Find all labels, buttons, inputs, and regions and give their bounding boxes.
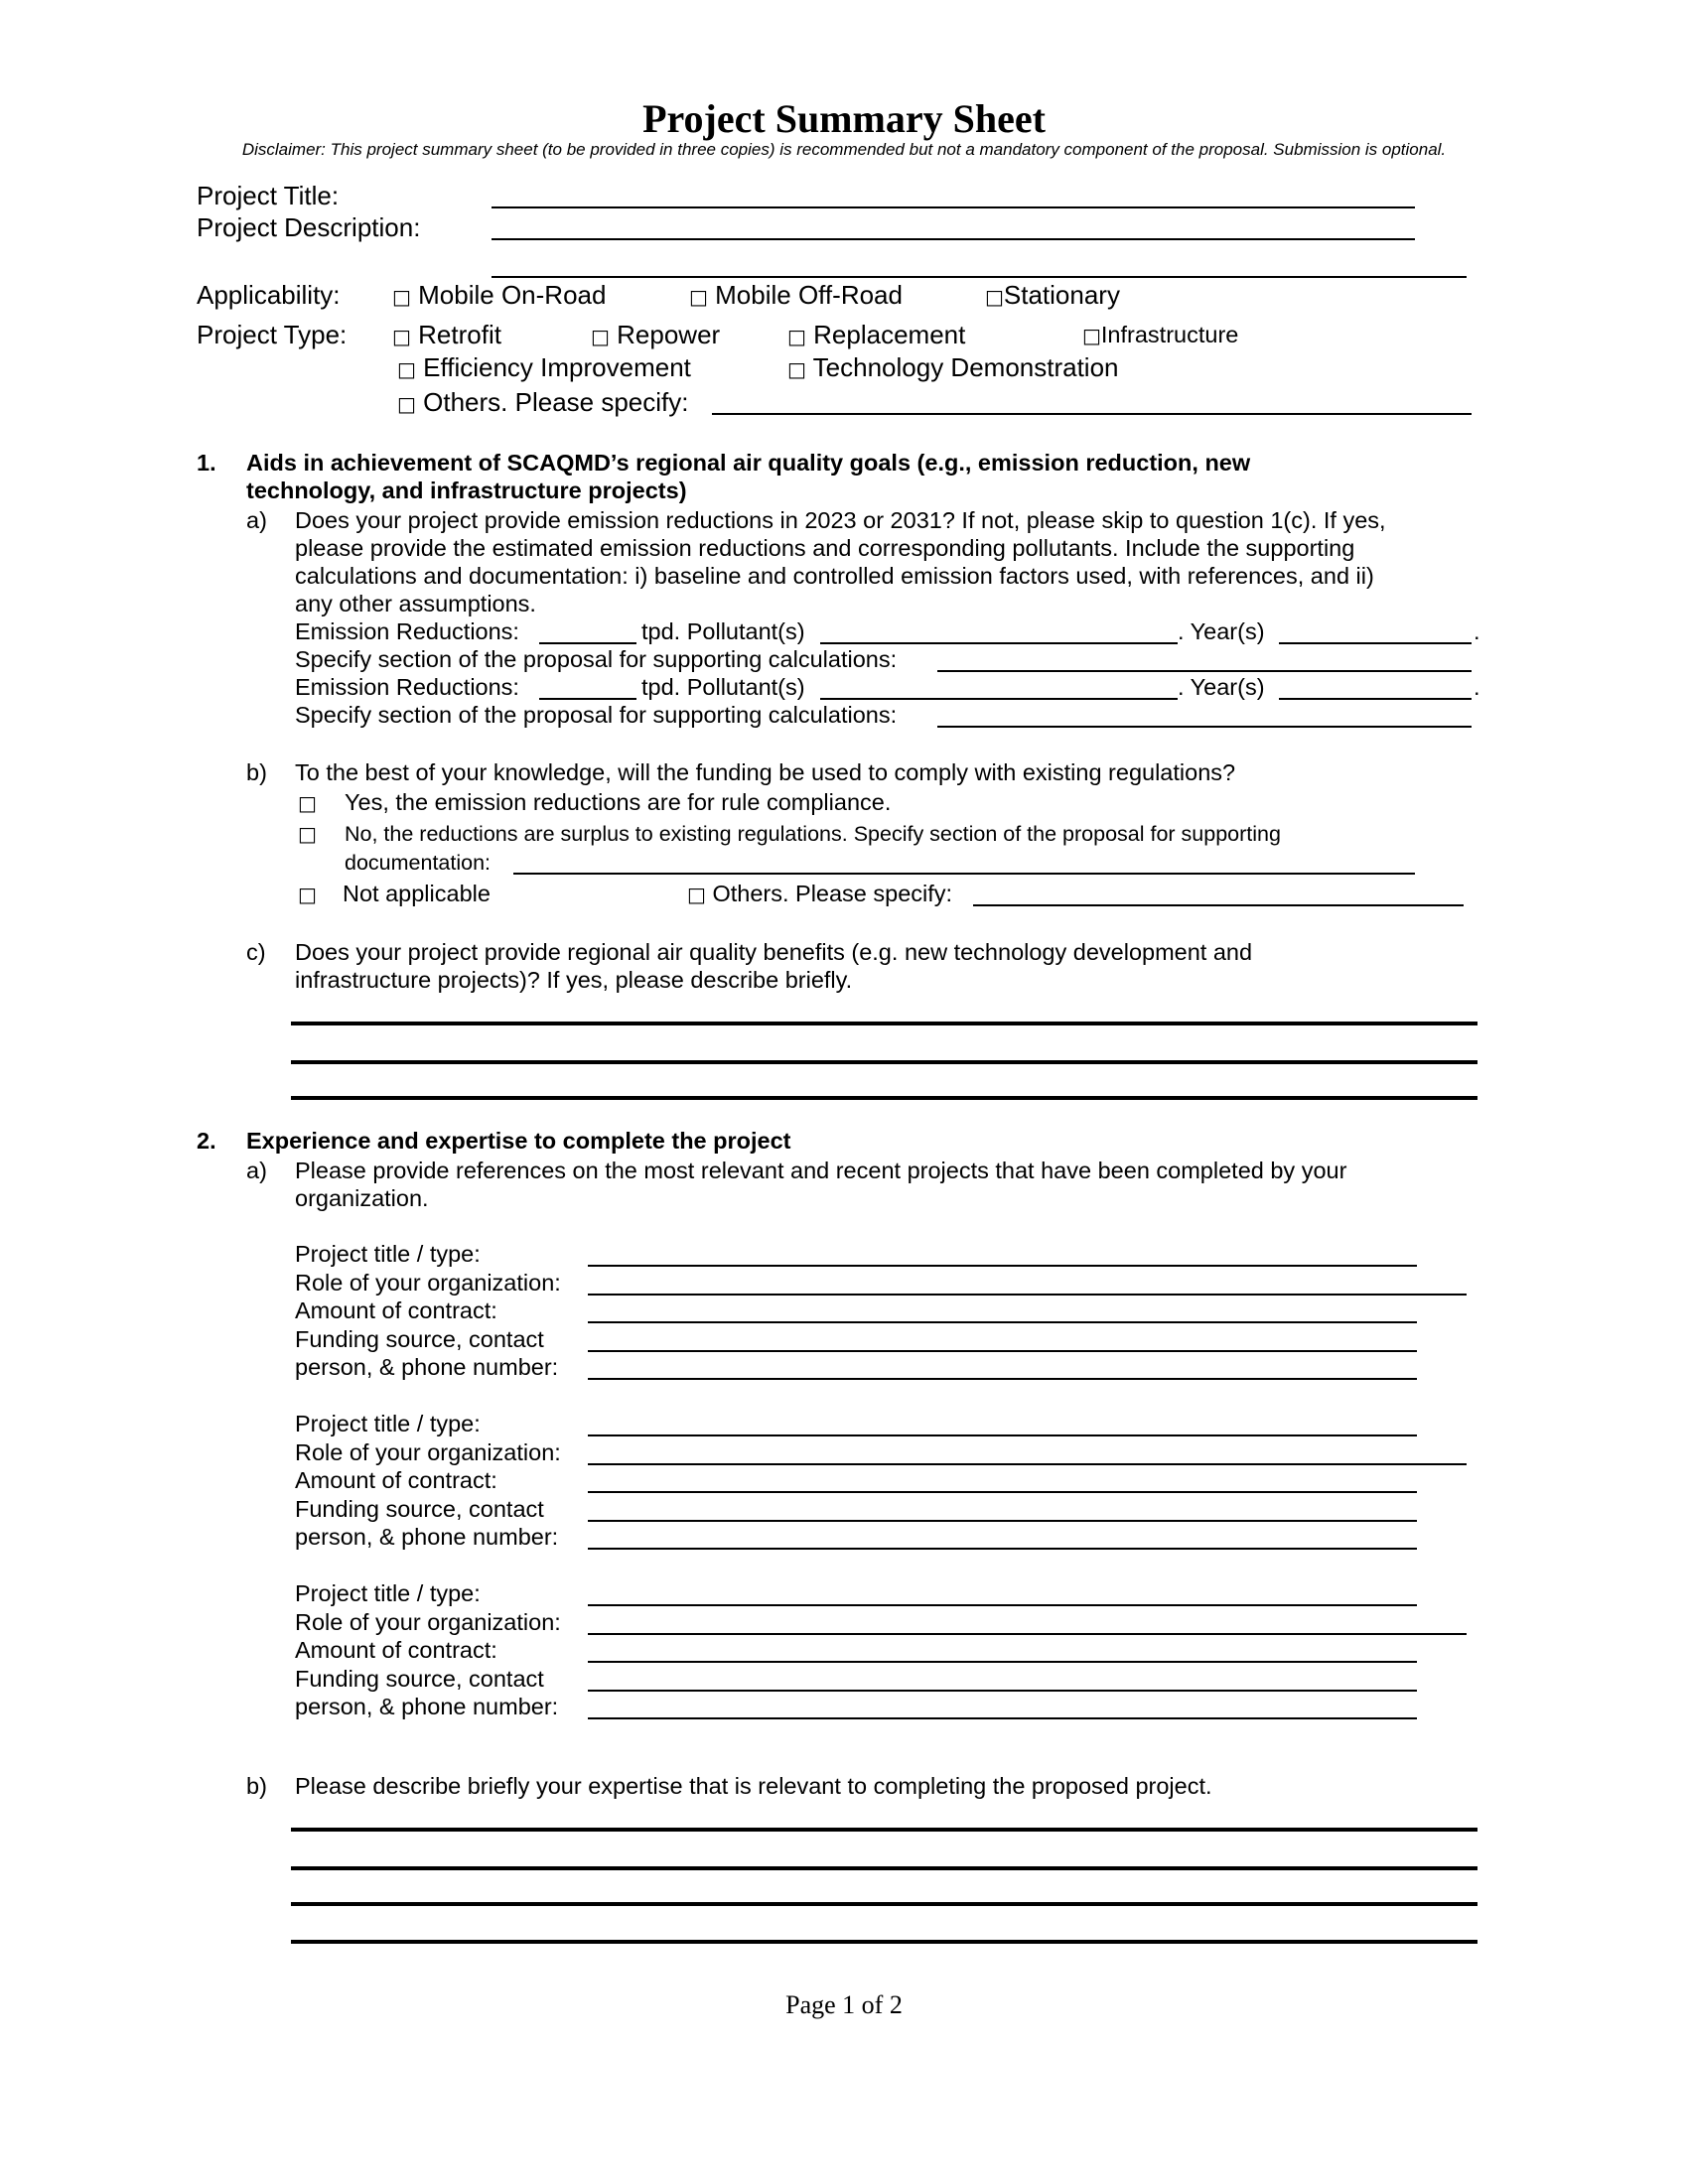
section1a-text-line: calculations and documentation: i) baseline and controlled emission factors used, with references, and ii) [295,563,1374,589]
section1c-letter: c) [246,939,266,965]
reference-row-label: Funding source, contact [295,1495,544,1522]
pollutant-field[interactable] [820,642,1178,644]
emission-reductions-label: Emission Reductions: [295,674,519,700]
checkbox-technology-demonstration[interactable] [787,352,1119,383]
emission-reductions-label: Emission Reductions: [295,618,519,644]
reference-row-field[interactable] [588,1434,1417,1436]
project-description-label: Project Description: [197,212,421,242]
checkbox-icon: □ [687,883,706,906]
reference-row-field[interactable] [588,1321,1417,1323]
option-label: Mobile On-Road [418,280,607,310]
option-label: Stationary [1003,280,1120,310]
page-number: Page 1 of 2 [785,1990,903,2019]
checkbox-icon: □ [298,822,317,846]
specify-section-field[interactable] [937,726,1472,728]
reference-row-field[interactable] [588,1604,1417,1606]
answer-line[interactable] [291,1060,1477,1064]
option-label: Others. Please specify: [712,881,953,906]
reference-row-field[interactable] [588,1463,1467,1465]
checkbox-others-b[interactable] [687,881,952,907]
checkbox-efficiency-improvement[interactable] [397,352,691,383]
reference-row-field[interactable] [588,1717,1417,1719]
section1a-text-line: please provide the estimated emission reductions and corresponding pollutants. Include the supporting [295,535,1355,561]
reference-row-field[interactable] [588,1378,1417,1380]
project-description-field-line1[interactable] [492,238,1415,240]
checkbox-infrastructure[interactable] [1082,322,1238,348]
section2-heading: Experience and expertise to complete the project [246,1128,791,1154]
applicability-label: Applicability: [197,280,341,310]
section2-number: 2. [197,1128,216,1154]
reference-row-field[interactable] [588,1265,1417,1267]
pollutant-field[interactable] [820,698,1178,700]
documentation-field[interactable] [513,873,1415,875]
reference-row-label: person, & phone number: [295,1524,559,1550]
reference-row-field[interactable] [588,1491,1417,1493]
checkbox-stationary[interactable] [985,280,1120,311]
section1c-text-line1: Does your project provide regional air quality benefits (e.g. new technology development and [295,939,1253,965]
specify-section-field[interactable] [937,670,1472,672]
section1-number: 1. [197,450,216,476]
checkbox-icon: □ [689,285,708,309]
reference-row-field[interactable] [588,1520,1417,1522]
reference-row-label: Project title / type: [295,1241,481,1267]
reference-row-label: Funding source, contact [295,1325,544,1352]
reference-row-field[interactable] [588,1294,1467,1296]
reference-row-label: Amount of contract: [295,1467,497,1493]
checkbox-not-applicable[interactable] [298,881,317,907]
answer-line[interactable] [291,1866,1477,1870]
pollutant-label: tpd. Pollutant(s) [641,618,805,644]
section2b-question: Please describe briefly your expertise that is relevant to completing the proposed project. [295,1773,1212,1799]
option-label: Mobile Off-Road [715,280,903,310]
checkbox-icon: □ [985,285,1004,309]
reference-row-label: Funding source, contact [295,1665,544,1692]
no-surplus-label-line1: No, the reductions are surplus to existing regulations. Specify section of the proposal for supporting [345,822,1281,846]
checkbox-icon: □ [397,357,416,381]
emission-tpd-field[interactable] [539,642,636,644]
reference-row-label: Role of your organization: [295,1438,561,1465]
project-title-label: Project Title: [197,181,340,210]
answer-line[interactable] [291,1902,1477,1906]
others-specify-field[interactable] [973,904,1464,906]
checkbox-icon: □ [392,325,411,348]
section1a-text-line: any other assumptions. [295,591,536,616]
section1a-letter: a) [246,507,267,533]
year-label: . Year(s) [1178,618,1265,644]
option-label: Technology Demonstration [812,352,1119,382]
checkbox-others[interactable] [397,387,688,418]
not-applicable-label: Not applicable [343,881,491,906]
option-label: Others. Please specify: [423,387,689,417]
checkbox-icon: □ [591,325,610,348]
reference-row-field[interactable] [588,1633,1467,1635]
reference-row-label: Project title / type: [295,1411,481,1436]
project-description-field-line2[interactable] [492,276,1467,278]
page-title: Project Summary Sheet [642,96,1046,141]
option-label: Retrofit [418,320,501,349]
project-title-field[interactable] [492,206,1415,208]
option-label: Replacement [813,320,966,349]
reference-row-label: person, & phone number: [295,1694,559,1719]
period: . [1474,618,1480,644]
section2a-letter: a) [246,1158,267,1183]
period: . [1474,674,1480,700]
reference-row-label: Amount of contract: [295,1297,497,1323]
reference-row-field[interactable] [588,1350,1417,1352]
answer-line[interactable] [291,1940,1477,1944]
pollutant-label: tpd. Pollutant(s) [641,674,805,700]
option-label: Repower [617,320,721,349]
checkbox-retrofit[interactable] [392,320,501,350]
reference-row-field[interactable] [588,1548,1417,1550]
reference-row-label: Role of your organization: [295,1269,561,1296]
section1-heading-line2: technology, and infrastructure projects) [246,478,687,503]
project-type-label: Project Type: [197,320,348,349]
year-label: . Year(s) [1178,674,1265,700]
section1c-text-line2: infrastructure projects)? If yes, please describe briefly. [295,967,853,993]
specify-section-label: Specify section of the proposal for supporting calculations: [295,702,898,728]
section2a-text-line2: organization. [295,1185,429,1211]
answer-line[interactable] [291,1828,1477,1832]
checkbox-yes-compliance[interactable] [298,789,317,816]
project-type-others-field[interactable] [712,413,1472,415]
checkbox-icon: □ [298,883,317,906]
checkbox-icon: □ [787,357,806,381]
checkbox-repower[interactable] [591,320,720,350]
section1-heading-line1: Aids in achievement of SCAQMD’s regional air quality goals (e.g., emission reduction, new [246,450,1251,476]
checkbox-icon: □ [787,325,806,348]
section1a-text-line: Does your project provide emission reductions in 2023 or 2031? If not, please skip to question 1(c). If yes, [295,507,1386,533]
checkbox-icon: □ [392,285,411,309]
reference-row-field[interactable] [588,1661,1417,1663]
yes-compliance-label: Yes, the emission reductions are for rule compliance. [345,789,892,815]
disclaimer: Disclaimer: This project summary sheet (to be provided in three copies) is recommended but not a mandatory component of the proposal. Submission is optional. [241,140,1447,159]
checkbox-no-surplus[interactable] [298,822,317,847]
section2b-letter: b) [246,1773,267,1799]
checkbox-icon: □ [1082,324,1101,347]
checkbox-replacement[interactable] [787,320,965,350]
answer-line[interactable] [291,1022,1477,1025]
reference-row-label: Amount of contract: [295,1637,497,1663]
checkbox-mobile-off-road[interactable] [689,280,903,311]
no-surplus-label-line2: documentation: [345,851,492,875]
specify-section-label: Specify section of the proposal for supporting calculations: [295,646,898,672]
reference-row-field[interactable] [588,1690,1417,1692]
reference-row-label: Project title / type: [295,1580,481,1606]
reference-row-label: Role of your organization: [295,1608,561,1635]
section2a-text-line1: Please provide references on the most relevant and recent projects that have been completed by your [295,1158,1347,1183]
checkbox-icon: □ [397,392,416,416]
option-label: Efficiency Improvement [423,352,691,382]
checkbox-icon: □ [298,791,317,815]
reference-row-label: person, & phone number: [295,1354,559,1380]
option-label: Infrastructure [1100,322,1239,347]
checkbox-mobile-on-road[interactable] [392,280,606,311]
section1b-letter: b) [246,759,267,785]
year-field[interactable] [1279,642,1472,644]
emission-tpd-field[interactable] [539,698,636,700]
year-field[interactable] [1279,698,1472,700]
answer-line[interactable] [291,1096,1477,1100]
section1b-question: To the best of your knowledge, will the funding be used to comply with existing regulations? [295,759,1236,785]
